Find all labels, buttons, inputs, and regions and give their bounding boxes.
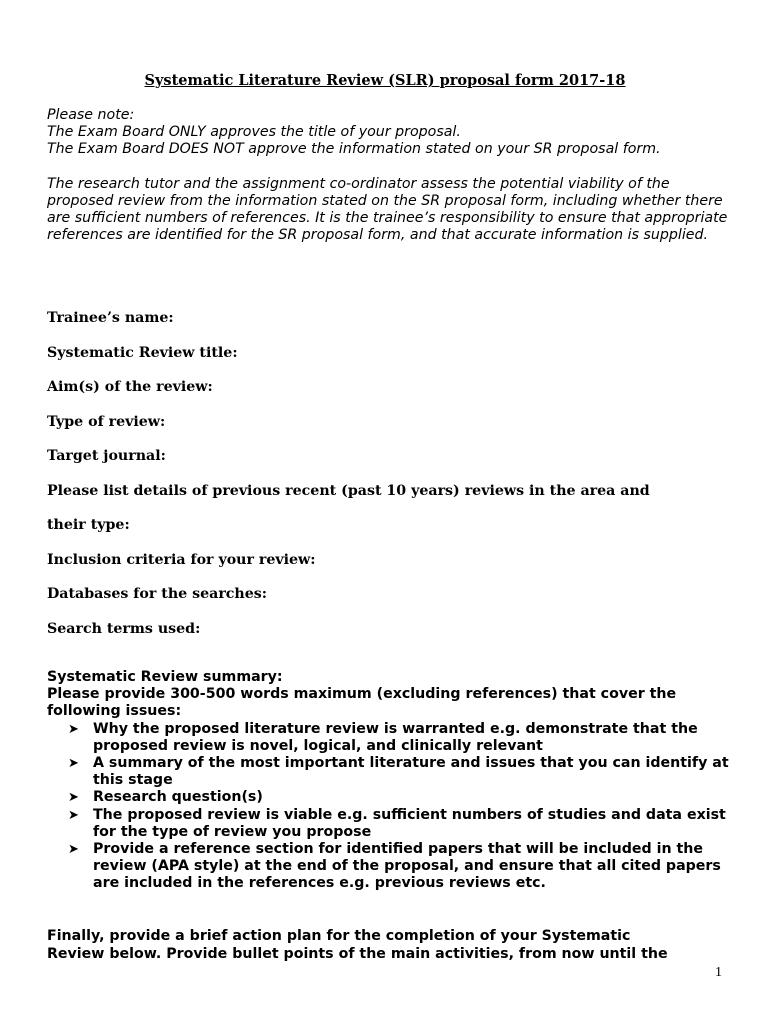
field-inclusion-criteria: Inclusion criteria for your review:	[47, 551, 316, 568]
list-item: ➤ The proposed review is viable e.g. sufficient numbers of studies and data exist for the type of review you propose	[68, 806, 726, 840]
field-search-terms: Search terms used:	[47, 620, 201, 637]
arrowhead-bullet-icon: ➤	[68, 721, 79, 737]
arrowhead-bullet-icon: ➤	[68, 842, 79, 858]
field-target-journal: Target journal:	[47, 448, 166, 464]
arrowhead-bullet-icon: ➤	[68, 756, 79, 772]
field-review-title: Systematic Review title:	[47, 344, 238, 361]
action-plan-line: Review below. Provide bullet points of the main activities, from now until the	[47, 946, 668, 962]
summary-bullet-list	[47, 721, 737, 893]
note-paragraph: The research tutor and the assignment co-ordinator assess the potential viability of the proposed review from the information stated on the SR proposal form, including whether there are sufficient numbers of references. It is the trainee’s responsibility to ensure that appropriate references are identified for the SR proposal form, and that accurate information is supplied.	[47, 175, 728, 244]
arrowhead-bullet-icon: ➤	[68, 790, 79, 806]
page-number: 1	[715, 965, 722, 980]
summary-heading: Systematic Review summary:	[47, 669, 283, 685]
field-trainee-name: Trainee’s name:	[47, 310, 174, 326]
note-line: The Exam Board DOES NOT approve the information stated on your SR proposal form.	[47, 141, 661, 158]
field-review-aims: Aim(s) of the review:	[47, 379, 213, 395]
list-item: ➤ Research question(s)	[68, 789, 263, 806]
action-plan-section	[47, 927, 737, 963]
summary-intro: Please provide 300-500 words maximum (excluding references) that cover the following issues:	[47, 686, 677, 720]
field-previous-reviews: Please list details of previous recent (past 10 years) reviews in the area and	[47, 482, 650, 499]
note-section	[47, 107, 737, 244]
list-item: ➤ Provide a reference section for identified papers that will be included in the review (APA style) at the end of the proposal, and ensure that all cited papers are included in the references e.g. previous reviews etc.	[68, 841, 721, 892]
field-previous-reviews-cont: their type:	[47, 517, 130, 533]
note-line: The Exam Board ONLY approves the title of your proposal.	[47, 124, 461, 141]
field-databases: Databases for the searches:	[47, 586, 267, 602]
form-fields	[47, 310, 747, 655]
document-title: Systematic Literature Review (SLR) proposal form 2017-18	[144, 72, 626, 89]
field-review-type: Type of review:	[47, 413, 166, 430]
summary-section	[47, 669, 737, 893]
action-plan-line: Finally, provide a brief action plan for the completion of your Systematic	[47, 928, 631, 944]
note-line: Please note:	[47, 107, 135, 123]
list-item: ➤ Why the proposed literature review is warranted e.g. demonstrate that the proposed review is novel, logical, and clinically relevant	[68, 720, 698, 754]
arrowhead-bullet-icon: ➤	[68, 807, 79, 823]
list-item: ➤ A summary of the most important literature and issues that you can identify at this stage	[68, 755, 729, 789]
